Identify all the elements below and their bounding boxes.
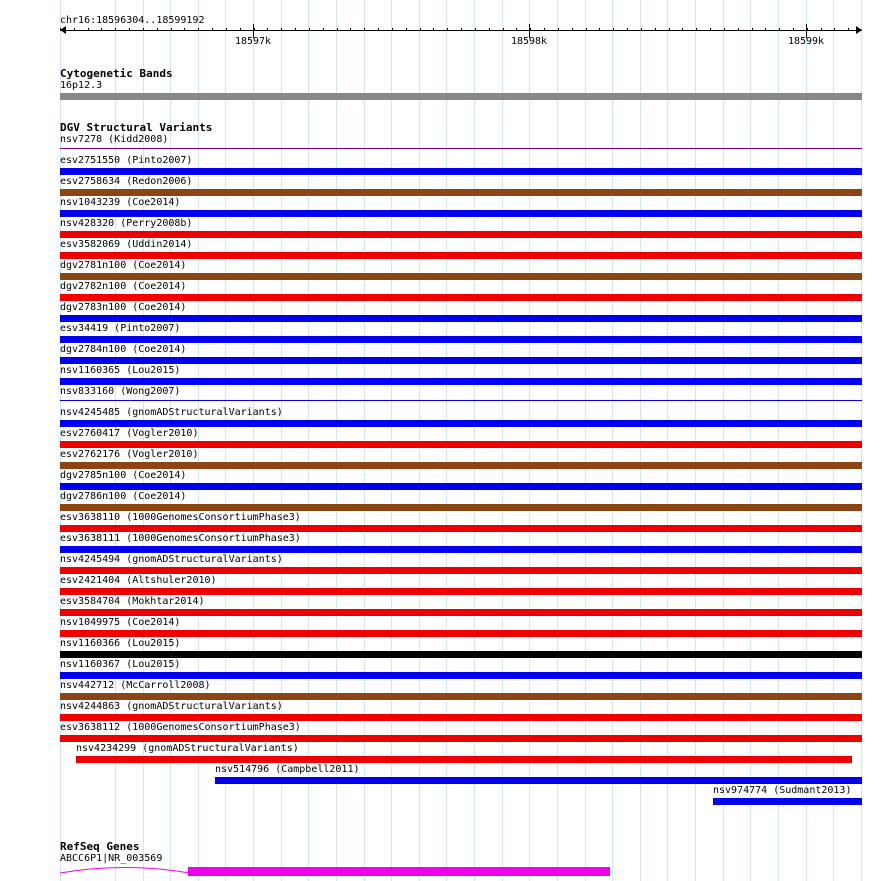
- variant-bar[interactable]: [60, 672, 862, 679]
- variant-bar[interactable]: [76, 756, 852, 763]
- ruler-tick: [655, 28, 656, 31]
- ruler-tick: [669, 28, 670, 31]
- variant-label: esv3582069 (Uddin2014): [60, 239, 193, 250]
- variant-label: esv3584704 (Mokhtar2014): [60, 596, 205, 607]
- variant-bar[interactable]: [60, 693, 862, 700]
- variant-label: nsv974774 (Sudmant2013): [713, 785, 852, 796]
- variant-bar[interactable]: [60, 294, 862, 301]
- ruler-tick: [821, 28, 822, 31]
- variant-bar[interactable]: [60, 525, 862, 532]
- ruler-major-label: 18597k: [234, 36, 272, 47]
- variant-label: nsv7278 (Kidd2008): [60, 134, 169, 145]
- variant-bar[interactable]: [60, 252, 862, 259]
- dgv-track-title: DGV Structural Variants: [60, 121, 213, 134]
- variant-bar[interactable]: [60, 630, 862, 637]
- variant-bar[interactable]: [60, 357, 862, 364]
- ruler-tick: [834, 28, 835, 31]
- variant-label: esv3638111 (1000GenomesConsortiumPhase3): [60, 533, 301, 544]
- variant-label: nsv1160367 (Lou2015): [60, 659, 181, 670]
- variant-label: dgv2783n100 (Coe2014): [60, 302, 187, 313]
- cytoband-label: 16p12.3: [60, 80, 103, 91]
- variant-bar[interactable]: [60, 441, 862, 448]
- ruler-tick: [74, 28, 75, 31]
- variant-label: dgv2785n100 (Coe2014): [60, 470, 187, 481]
- ruler-tick: [544, 28, 545, 31]
- ruler-tick: [115, 28, 116, 31]
- variant-bar[interactable]: [60, 588, 862, 595]
- variant-label: esv2760417 (Vogler2010): [60, 428, 199, 439]
- ruler-tick: [641, 28, 642, 31]
- variant-bar[interactable]: [60, 273, 862, 280]
- ruler-tick: [420, 28, 421, 31]
- ruler-tick: [696, 28, 697, 31]
- variant-label: nsv442712 (McCarroll2008): [60, 680, 211, 691]
- ruler-tick: [503, 28, 504, 31]
- refseq-track-title: RefSeq Genes: [60, 840, 140, 853]
- ruler-tick: [738, 28, 739, 31]
- variant-bar[interactable]: [60, 189, 862, 196]
- ruler-tick: [516, 28, 517, 31]
- ruler-tick: [309, 28, 310, 31]
- variant-bar[interactable]: [60, 400, 862, 401]
- ruler-tick: [461, 28, 462, 31]
- ruler-tick: [530, 28, 531, 31]
- variant-bar[interactable]: [713, 798, 862, 805]
- variant-bar[interactable]: [60, 609, 862, 616]
- variant-bar[interactable]: [60, 148, 862, 149]
- ruler-tick: [489, 28, 490, 31]
- variant-label: dgv2784n100 (Coe2014): [60, 344, 187, 355]
- variant-label: esv2758634 (Redon2006): [60, 176, 193, 187]
- ruler-tick: [184, 28, 185, 31]
- ruler-tick: [60, 28, 61, 31]
- variant-bar[interactable]: [60, 168, 862, 175]
- ruler-tick: [765, 28, 766, 31]
- variant-label: nsv4245485 (gnomADStructuralVariants): [60, 407, 283, 418]
- variant-label: esv3638110 (1000GenomesConsortiumPhase3): [60, 512, 301, 523]
- ruler-major-label: 18598k: [510, 36, 548, 47]
- ruler-tick: [88, 28, 89, 31]
- ruler-tick: [129, 28, 130, 31]
- ruler-right-arrow-icon: [856, 26, 862, 34]
- variant-bar[interactable]: [60, 483, 862, 490]
- variant-label: esv2751550 (Pinto2007): [60, 155, 193, 166]
- ruler-tick: [682, 28, 683, 31]
- ruler-tick: [143, 28, 144, 31]
- variant-label: dgv2786n100 (Coe2014): [60, 491, 187, 502]
- ruler-tick: [323, 28, 324, 31]
- ruler-tick: [226, 28, 227, 31]
- variant-bar[interactable]: [60, 420, 862, 427]
- variant-bar[interactable]: [60, 210, 862, 217]
- ruler-tick: [793, 28, 794, 31]
- variant-bar[interactable]: [60, 231, 862, 238]
- ruler-tick: [558, 28, 559, 31]
- ruler-tick: [627, 28, 628, 31]
- ruler-tick: [779, 28, 780, 31]
- gene-exon-bar[interactable]: [188, 867, 610, 876]
- variant-label: nsv514796 (Campbell2011): [215, 764, 360, 775]
- ruler-tick: [378, 28, 379, 31]
- ruler-tick: [599, 28, 600, 31]
- ruler-tick: [433, 28, 434, 31]
- ruler-tick: [807, 28, 808, 31]
- variant-bar[interactable]: [60, 735, 862, 742]
- variant-label: nsv4245494 (gnomADStructuralVariants): [60, 554, 283, 565]
- variant-bar[interactable]: [60, 315, 862, 322]
- variant-bar[interactable]: [215, 777, 862, 784]
- ruler-tick: [572, 28, 573, 31]
- ruler-tick: [475, 28, 476, 31]
- gene-intron-line: [60, 864, 190, 876]
- cytoband-bar[interactable]: [60, 93, 862, 100]
- ruler-tick: [198, 28, 199, 31]
- cytoband-track-title: Cytogenetic Bands: [60, 67, 173, 80]
- variant-label: dgv2781n100 (Coe2014): [60, 260, 187, 271]
- variant-bar[interactable]: [60, 567, 862, 574]
- ruler-tick: [337, 28, 338, 31]
- variant-label: esv2762176 (Vogler2010): [60, 449, 199, 460]
- ruler-tick: [281, 28, 282, 31]
- ruler-major-label: 18599k: [787, 36, 825, 47]
- ruler-tick: [586, 28, 587, 31]
- variant-label: nsv1160366 (Lou2015): [60, 638, 181, 649]
- ruler-tick: [212, 28, 213, 31]
- variant-label: esv2421404 (Altshuler2010): [60, 575, 217, 586]
- variant-label: nsv1160365 (Lou2015): [60, 365, 181, 376]
- variant-bar[interactable]: [60, 336, 862, 343]
- variant-bar[interactable]: [60, 546, 862, 553]
- ruler-tick: [752, 28, 753, 31]
- ruler-tick: [447, 28, 448, 31]
- variant-label: nsv1049975 (Coe2014): [60, 617, 181, 628]
- ruler-tick: [350, 28, 351, 31]
- gene-label: ABCC6P1|NR_003569: [60, 853, 163, 864]
- variant-label: dgv2782n100 (Coe2014): [60, 281, 187, 292]
- ruler-tick: [613, 28, 614, 31]
- ruler-tick: [267, 28, 268, 31]
- ruler-tick: [364, 28, 365, 31]
- ruler-tick: [171, 28, 172, 31]
- variant-label: nsv1043239 (Coe2014): [60, 197, 181, 208]
- ruler-tick: [848, 28, 849, 31]
- ruler-location-label: chr16:18596304..18599192: [60, 15, 205, 26]
- variant-label: nsv4234299 (gnomADStructuralVariants): [76, 743, 299, 754]
- ruler-tick: [724, 28, 725, 31]
- variant-label: nsv833160 (Wong2007): [60, 386, 181, 397]
- variant-bar[interactable]: [60, 504, 862, 511]
- variant-bar[interactable]: [60, 462, 862, 469]
- ruler-tick: [710, 28, 711, 31]
- variant-bar[interactable]: [60, 651, 862, 658]
- variant-label: esv34419 (Pinto2007): [60, 323, 181, 334]
- variant-bar[interactable]: [60, 378, 862, 385]
- ruler-tick: [101, 28, 102, 31]
- variant-label: nsv428320 (Perry2008b): [60, 218, 193, 229]
- ruler-tick: [406, 28, 407, 31]
- ruler-tick: [392, 28, 393, 31]
- ruler-tick: [240, 28, 241, 31]
- variant-label: esv3638112 (1000GenomesConsortiumPhase3): [60, 722, 301, 733]
- ruler-tick: [254, 28, 255, 31]
- variant-bar[interactable]: [60, 714, 862, 721]
- variant-label: nsv4244863 (gnomADStructuralVariants): [60, 701, 283, 712]
- ruler-tick: [295, 28, 296, 31]
- ruler-tick: [157, 28, 158, 31]
